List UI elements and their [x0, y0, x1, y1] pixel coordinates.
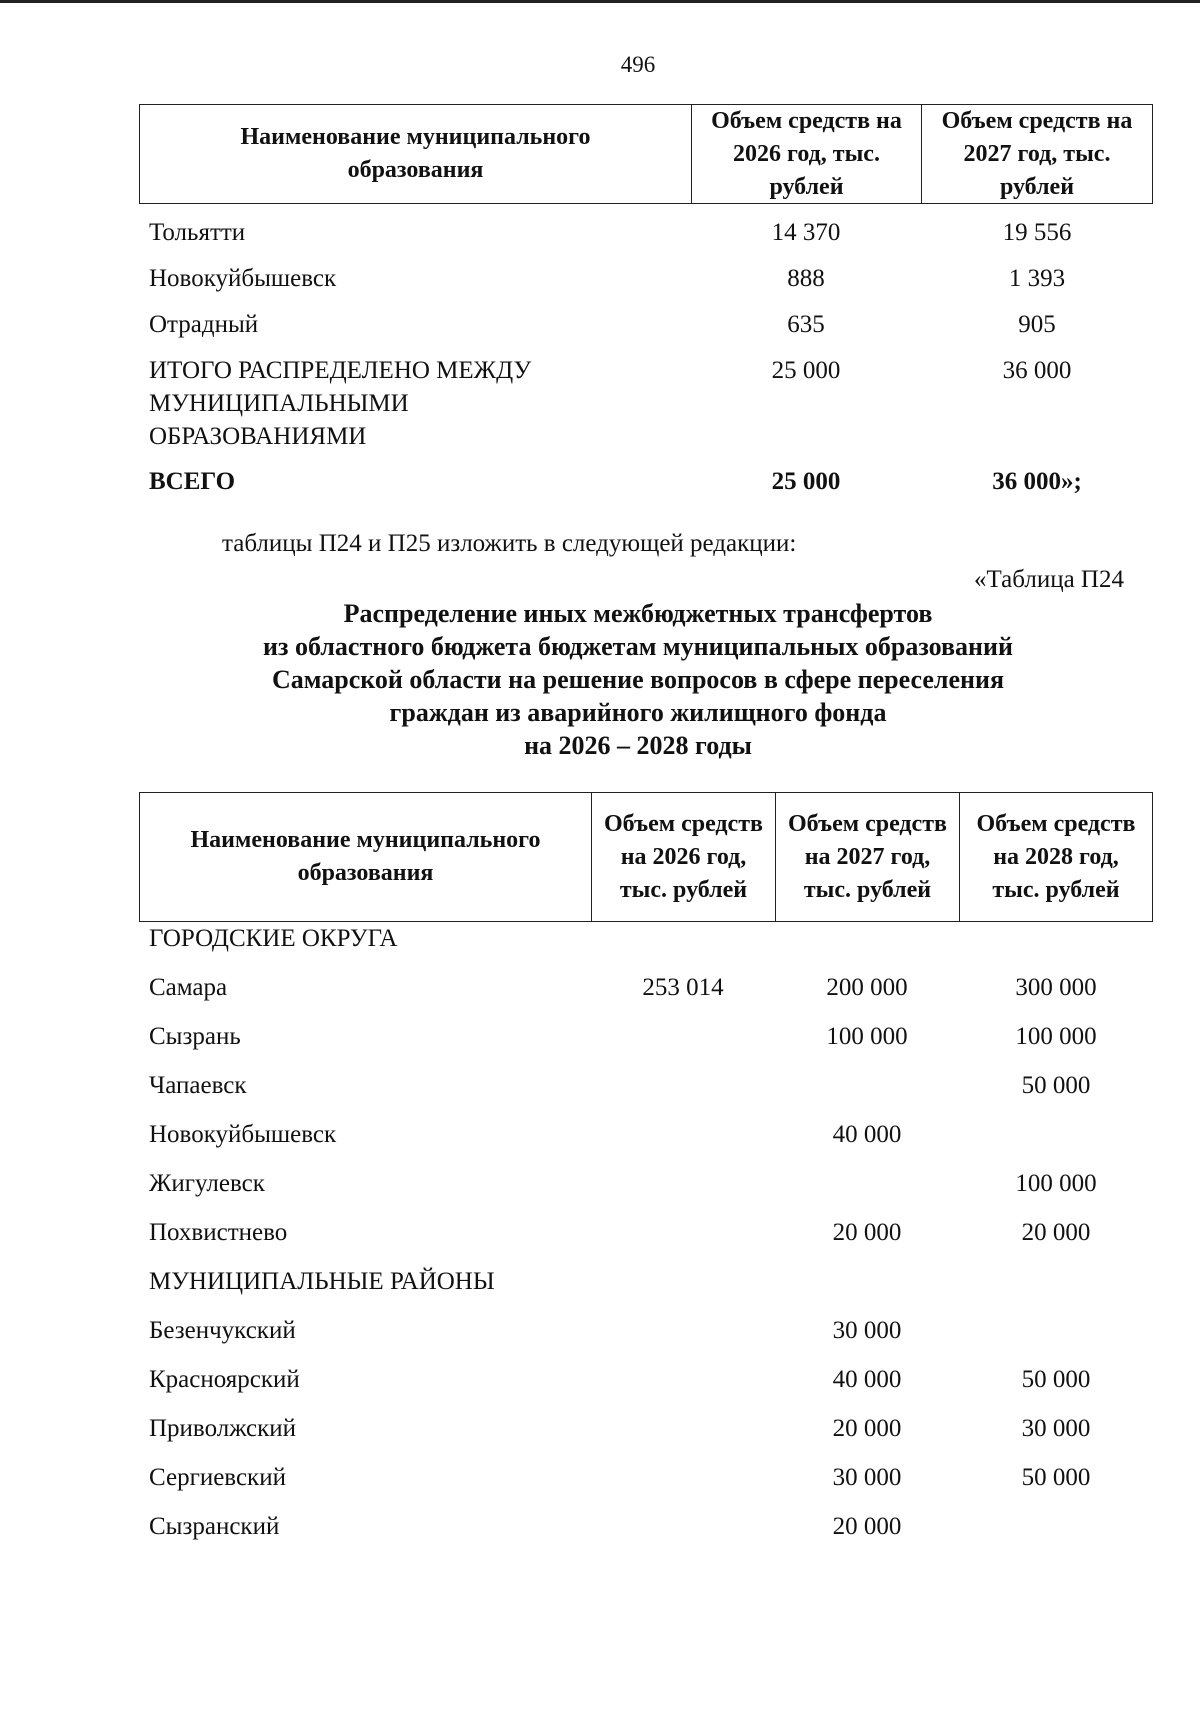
row-name: Сергиевский — [149, 1463, 286, 1491]
row-name: МУНИЦИПАЛЬНЫЕ РАЙОНЫ — [149, 1267, 495, 1295]
table-row-total — [139, 465, 1153, 498]
page-number: 496 — [620, 52, 656, 77]
table-caption: «Таблица П24 — [974, 566, 1124, 593]
row-name: Сызрань — [149, 1022, 241, 1050]
row-value-2027: 30 000 — [832, 1463, 902, 1491]
row-value-2027: 200 000 — [826, 973, 908, 1001]
row-value-2028: 100 000 — [1015, 1022, 1097, 1050]
row-value-2027: 20 000 — [832, 1414, 902, 1442]
row-value-2027: 905 — [1018, 311, 1056, 338]
header-2027: Объем средств на 2027 год, тыс. рублей — [776, 793, 960, 921]
row-value-2026: 888 — [787, 265, 825, 292]
row-name: Сызранский — [149, 1512, 280, 1540]
row-value-2027: 100 000 — [826, 1022, 908, 1050]
table-row — [139, 1502, 1153, 1551]
header-2027: Объем средств на 2027 год, тыс. рублей — [941, 107, 1133, 200]
row-value-2028: 50 000 — [1021, 1463, 1091, 1491]
row-name: Похвистнево — [149, 1218, 288, 1246]
document-title — [0, 597, 1200, 762]
table-row — [139, 963, 1153, 1012]
table-row — [139, 1061, 1153, 1110]
table-row — [139, 262, 1153, 295]
table-row — [139, 1208, 1153, 1257]
row-value-2028: 50 000 — [1021, 1365, 1091, 1393]
row-value-2028: 300 000 — [1015, 973, 1097, 1001]
title-line: Самарской области на решение вопросов в сфере переселения — [271, 665, 1005, 694]
row-value-2028: 50 000 — [1021, 1071, 1091, 1099]
row-value-2028: 20 000 — [1021, 1218, 1091, 1246]
title-line: Распределение иных межбюджетных трансфертов — [343, 599, 933, 628]
row-name: Безенчукский — [149, 1316, 296, 1344]
table-row — [139, 1306, 1153, 1355]
row-name: Новокуйбышевск — [149, 1120, 337, 1148]
table-row — [139, 1110, 1153, 1159]
row-value-2027: 1 393 — [1008, 265, 1066, 292]
row-name: Жигулевск — [149, 1169, 265, 1197]
intro-text: таблицы П24 и П25 изложить в следующей редакции: — [222, 530, 797, 557]
total-name: ВСЕГО — [149, 468, 236, 495]
row-name: Приволжский — [149, 1414, 297, 1442]
row-value-2027: 20 000 — [832, 1512, 902, 1540]
row-name: Отрадный — [149, 311, 259, 338]
table-row — [139, 1012, 1153, 1061]
row-name: ИТОГО РАСПРЕДЕЛЕНО МЕЖДУ МУНИЦИПАЛЬНЫМИ ОБРАЗОВАНИЯМИ — [149, 357, 532, 450]
table-row — [139, 216, 1153, 249]
row-value-2027: 36 000 — [1002, 357, 1072, 384]
title-line: из областного бюджета бюджетам муниципальных образований — [263, 632, 1013, 661]
table-row-subtotal — [139, 354, 1153, 453]
row-value-2028: 30 000 — [1021, 1414, 1091, 1442]
table-2 — [139, 792, 1153, 1551]
row-value-2026: 14 370 — [771, 219, 841, 246]
row-name: Самара — [149, 973, 228, 1001]
table-1-header — [139, 104, 1153, 204]
row-value-2027: 19 556 — [1002, 219, 1072, 246]
total-value-2026: 25 000 — [771, 468, 841, 495]
row-value-2028: 100 000 — [1015, 1169, 1097, 1197]
table-2-body — [139, 914, 1153, 1551]
row-value-2027: 40 000 — [832, 1120, 902, 1148]
title-line: граждан из аварийного жилищного фонда — [389, 698, 887, 727]
table-row — [139, 1159, 1153, 1208]
row-name: Чапаевск — [149, 1071, 247, 1099]
table-2-header — [139, 792, 1153, 922]
row-value-2026: 25 000 — [771, 357, 841, 384]
row-name: Новокуйбышевск — [149, 265, 337, 292]
row-value-2027: 30 000 — [832, 1316, 902, 1344]
total-value-2027: 36 000»; — [992, 468, 1082, 495]
table-row — [139, 1453, 1153, 1502]
row-name: Красноярский — [149, 1365, 300, 1393]
row-value-2026: 635 — [787, 311, 825, 338]
header-2028: Объем средств на 2028 год, тыс. рублей — [976, 810, 1136, 903]
section-header-row — [139, 914, 1153, 963]
row-value-2027: 20 000 — [832, 1218, 902, 1246]
title-line: на 2026 – 2028 годы — [524, 731, 752, 760]
header-2026: Объем средств на 2026 год, тыс. рублей — [692, 105, 922, 203]
row-name: Тольятти — [149, 219, 246, 246]
header-2026: Объем средств на 2026 год, тыс. рублей — [592, 793, 776, 921]
row-value-2027: 40 000 — [832, 1365, 902, 1393]
table-row — [139, 308, 1153, 341]
header-municipality: Наименование муниципального образования — [140, 793, 592, 921]
row-value-2026: 253 014 — [642, 973, 724, 1001]
top-border-line — [0, 0, 1200, 3]
row-name: ГОРОДСКИЕ ОКРУГА — [149, 924, 398, 952]
table-row — [139, 1404, 1153, 1453]
table-1 — [139, 104, 1153, 498]
table-row — [139, 1355, 1153, 1404]
section-header-row — [139, 1257, 1153, 1306]
header-municipality: Наименование муниципального образования — [140, 105, 692, 203]
